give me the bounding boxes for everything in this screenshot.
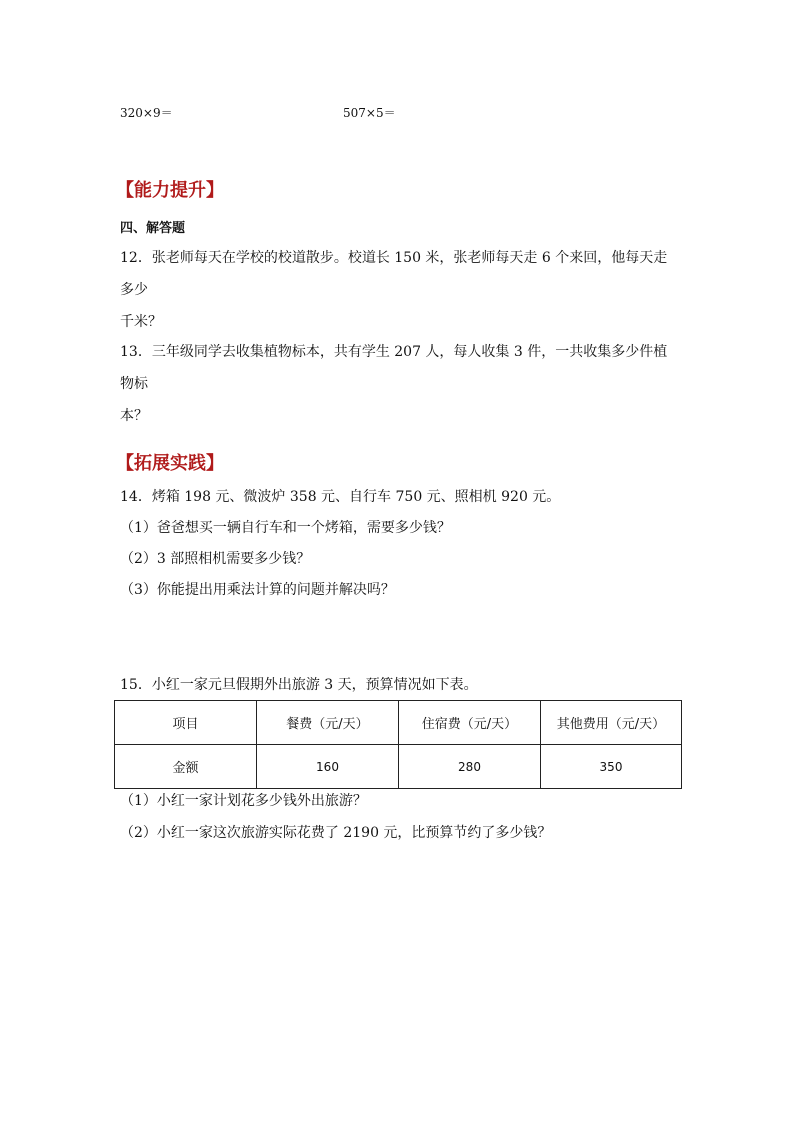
question-14-sub-1: （1）爸爸想买一辆自行车和一个烤箱，需要多少钱？ (120, 520, 451, 536)
question-15-sub-2: （2）小红一家这次旅游实际花费了 2190 元，比预算节约了多少钱？ (120, 825, 552, 841)
table-header-cell: 餐费（元/天） (257, 701, 399, 745)
question-13 (120, 336, 680, 432)
part-four-heading: 四、解答题 (120, 221, 186, 236)
budget-table (114, 700, 682, 789)
question-15-sub-1: （1）小红一家计划花多少钱外出旅游？ (120, 793, 367, 809)
question-14-sub-3: （3）你能提出用乘法计算的问题并解决吗？ (120, 582, 395, 598)
table-header-cell: 项目 (115, 701, 257, 745)
table-cell-lodging: 280 (399, 745, 541, 789)
question-15-stem: 15．小红一家元旦假期外出旅游 3 天，预算情况如下表。 (120, 677, 478, 693)
table-header-cell: 住宿费（元/天） (399, 701, 541, 745)
table-cell-other: 350 (541, 745, 682, 789)
question-12-line-2: 千米？ (120, 314, 162, 330)
equation-1: 320×9＝ (120, 106, 173, 120)
question-13-line-1: 13．三年级同学去收集植物标本，共有学生 207 人，每人收集 3 件，一共收集多少件植物标 (120, 344, 668, 392)
question-12-line-1: 12．张老师每天在学校的校道散步。校道长 150 米，张老师每天走 6 个来回，他每天走多少 (120, 250, 668, 298)
question-14-stem: 14．烤箱 198 元、微波炉 358 元、自行车 750 元、照相机 920 元。 (120, 489, 561, 505)
question-14-sub-2: （2）3 部照相机需要多少钱？ (120, 551, 311, 567)
table-cell-label: 金额 (115, 745, 257, 789)
table-row (115, 745, 682, 789)
question-12 (120, 242, 680, 338)
section-title-extend: 【拓展实践】 (116, 453, 224, 474)
section-title-ability: 【能力提升】 (116, 180, 224, 201)
question-13-line-2: 本？ (120, 408, 148, 424)
table-header-row (115, 701, 682, 745)
table-header-cell: 其他费用（元/天） (541, 701, 682, 745)
table-cell-meal: 160 (257, 745, 399, 789)
equation-2: 507×5＝ (343, 106, 396, 120)
